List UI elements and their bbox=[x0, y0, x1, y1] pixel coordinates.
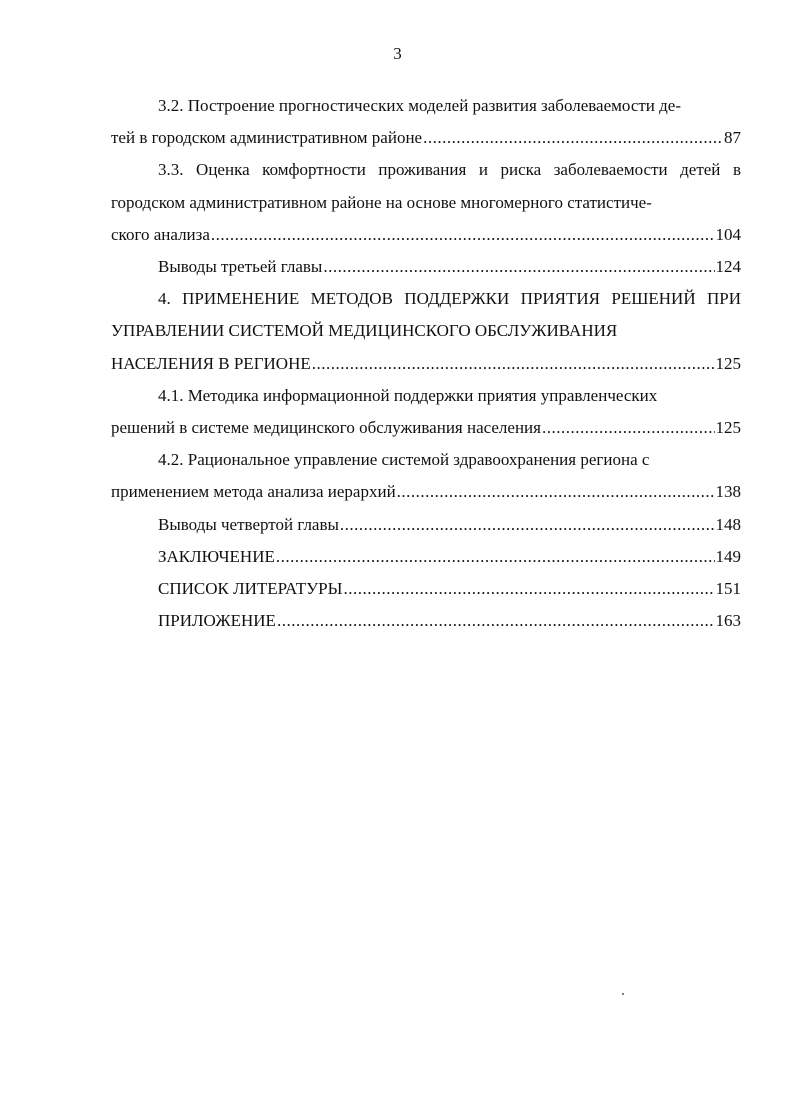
toc-entry-title: ПРИЛОЖЕНИЕ bbox=[158, 611, 276, 631]
toc-entry-title-end: НАСЕЛЕНИЯ В РЕГИОНЕ bbox=[111, 353, 311, 373]
toc-entry-title: Выводы третьей главы bbox=[158, 257, 323, 277]
toc-page-number: 163 bbox=[715, 611, 741, 631]
toc-entry-last-line bbox=[111, 122, 741, 154]
dot-leader bbox=[423, 122, 723, 154]
toc-entry-chapter-4[interactable] bbox=[111, 283, 741, 380]
toc-entry-conclusions-chapter-4[interactable] bbox=[111, 509, 741, 541]
toc-page-number: 138 bbox=[715, 482, 741, 502]
toc-entry-3-3[interactable] bbox=[111, 154, 741, 251]
toc-entry-appendix[interactable] bbox=[111, 605, 741, 637]
dot-leader bbox=[340, 509, 715, 541]
toc-page-number: 125 bbox=[715, 353, 741, 373]
page-number: 3 bbox=[393, 44, 402, 63]
dot-leader bbox=[323, 251, 714, 283]
toc-entry-last-line bbox=[111, 219, 741, 251]
toc-entry-last-line bbox=[111, 573, 741, 605]
dot-leader bbox=[277, 605, 715, 637]
toc-entry-title-end: тей в городском административном районе bbox=[111, 128, 423, 148]
toc-page-number: 87 bbox=[724, 128, 741, 148]
toc-entry-text: 3.3. Оценка комфортности проживания и риска заболеваемости детей в городском административном районе на основе многомерного статистиче- bbox=[111, 160, 741, 212]
dot-leader bbox=[211, 219, 715, 251]
toc-entry-4-2[interactable] bbox=[111, 444, 741, 508]
toc-page-number: 151 bbox=[715, 579, 741, 599]
toc-entry-title: ЗАКЛЮЧЕНИЕ bbox=[158, 546, 275, 566]
table-of-contents bbox=[111, 90, 741, 637]
dot-leader bbox=[397, 476, 715, 508]
toc-entry-last-line bbox=[111, 605, 741, 637]
toc-entry-last-line bbox=[111, 348, 741, 380]
toc-entry-last-line bbox=[111, 476, 741, 508]
toc-page-number: 125 bbox=[715, 418, 741, 438]
toc-page-number: 124 bbox=[715, 257, 741, 277]
toc-entry-text: 4. ПРИМЕНЕНИЕ МЕТОДОВ ПОДДЕРЖКИ ПРИЯТИЯ РЕШЕНИЙ ПРИ УПРАВЛЕНИИ СИСТЕМОЙ МЕДИЦИНСКОГО ОБСЛУЖИВАНИЯ bbox=[111, 289, 741, 341]
toc-entry-text: 3.2. Построение прогностических моделей развития заболеваемости де- bbox=[158, 96, 681, 115]
toc-page-number: 148 bbox=[715, 514, 741, 534]
toc-entry-text: 4.1. Методика информационной поддержки приятия управленческих bbox=[158, 385, 658, 405]
toc-entry-conclusions-chapter-3[interactable] bbox=[111, 251, 741, 283]
dot-leader bbox=[542, 412, 715, 444]
toc-entry-3-2[interactable] bbox=[111, 90, 741, 154]
toc-entry-last-line bbox=[111, 251, 741, 283]
scan-speck bbox=[622, 993, 624, 995]
toc-entry-conclusion[interactable] bbox=[111, 541, 741, 573]
toc-entry-title: СПИСОК ЛИТЕРАТУРЫ bbox=[158, 579, 343, 599]
toc-entry-title-end: решений в системе медицинского обслуживания населения bbox=[111, 418, 541, 438]
toc-entry-last-line bbox=[111, 412, 741, 444]
toc-entry-4-1[interactable] bbox=[111, 380, 741, 444]
toc-entry-title-end: ского анализа bbox=[111, 224, 210, 244]
dot-leader bbox=[312, 348, 715, 380]
toc-entry-title-end: применением метода анализа иерархий bbox=[111, 482, 396, 502]
toc-entry-text: 4.2. Рациональное управление системой здравоохранения региона с bbox=[158, 450, 650, 470]
toc-entry-references[interactable] bbox=[111, 573, 741, 605]
dot-leader bbox=[343, 573, 714, 605]
toc-page-number: 104 bbox=[715, 224, 741, 244]
dot-leader bbox=[276, 541, 715, 573]
toc-entry-last-line bbox=[111, 509, 741, 541]
toc-page-number: 149 bbox=[715, 546, 741, 566]
toc-entry-title: Выводы четвертой главы bbox=[158, 514, 339, 534]
toc-entry-last-line bbox=[111, 541, 741, 573]
